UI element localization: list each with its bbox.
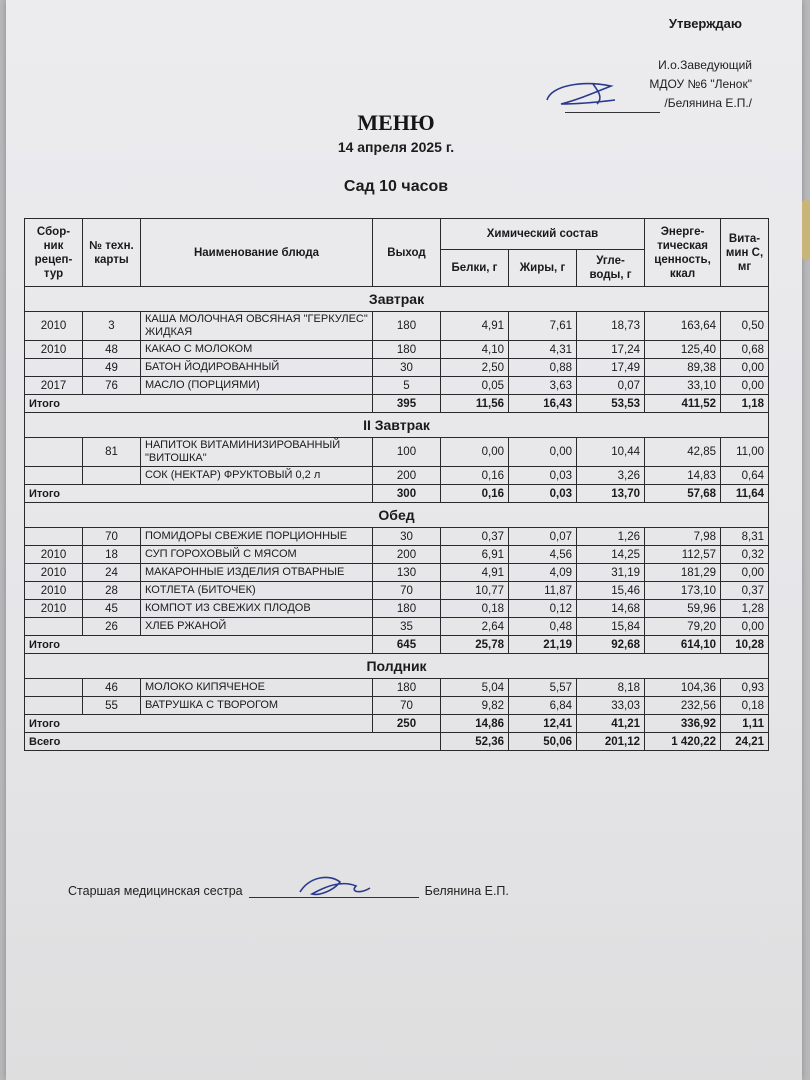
cell-energy: 173,10 (645, 582, 721, 600)
grand-total-energy: 1 420,22 (645, 733, 721, 751)
col-energy: Энерге-тическая ценность, ккал (645, 219, 721, 287)
cell-energy: 104,36 (645, 679, 721, 697)
cell-vitc: 0,00 (721, 377, 769, 395)
cell-dish: СУП ГОРОХОВЫЙ С МЯСОМ (141, 546, 373, 564)
cell-collection: 2010 (25, 312, 83, 341)
cell-energy: 181,29 (645, 564, 721, 582)
total-label: Итого (25, 395, 373, 413)
section-row (25, 287, 769, 312)
cell-vitc: 0,18 (721, 697, 769, 715)
cell-collection (25, 618, 83, 636)
section-row (25, 503, 769, 528)
cell-yield: 35 (373, 618, 441, 636)
cell-protein: 0,05 (441, 377, 509, 395)
menu-subtitle: Сад 10 часов (343, 178, 449, 195)
table-row (25, 528, 769, 546)
cell-dish: МАСЛО (ПОРЦИЯМИ) (141, 377, 373, 395)
cell-dish: МАКАРОННЫЕ ИЗДЕЛИЯ ОТВАРНЫЕ (141, 564, 373, 582)
cell-carb: 17,49 (577, 359, 645, 377)
cell-card: 18 (83, 546, 141, 564)
grand-total-row (25, 733, 769, 751)
total-row (25, 395, 769, 413)
cell-protein: 5,04 (441, 679, 509, 697)
cell-fat: 0,12 (509, 600, 577, 618)
total-vitc: 11,64 (721, 485, 769, 503)
total-energy: 336,92 (645, 715, 721, 733)
paper-clip (802, 200, 810, 260)
cell-card (83, 467, 141, 485)
total-vitc: 1,11 (721, 715, 769, 733)
total-protein: 25,78 (441, 636, 509, 654)
cell-carb: 8,18 (577, 679, 645, 697)
page-title: МЕНЮ (357, 110, 435, 135)
total-fat: 21,19 (509, 636, 577, 654)
cell-carb: 14,68 (577, 600, 645, 618)
cell-protein: 2,64 (441, 618, 509, 636)
cell-carb: 15,46 (577, 582, 645, 600)
table-row (25, 341, 769, 359)
cell-carb: 33,03 (577, 697, 645, 715)
cell-yield: 30 (373, 359, 441, 377)
section-row (25, 654, 769, 679)
total-energy: 411,52 (645, 395, 721, 413)
cell-fat: 7,61 (509, 312, 577, 341)
menu-date: 14 апреля 2025 г. (337, 139, 455, 155)
cell-vitc: 8,31 (721, 528, 769, 546)
cell-vitc: 0,68 (721, 341, 769, 359)
table-row (25, 546, 769, 564)
cell-collection: 2010 (25, 341, 83, 359)
cell-yield: 5 (373, 377, 441, 395)
col-card: № техн. карты (83, 219, 141, 287)
cell-collection: 2010 (25, 546, 83, 564)
cell-vitc: 0,00 (721, 564, 769, 582)
cell-card: 3 (83, 312, 141, 341)
grand-total-label: Всего (25, 733, 441, 751)
cell-collection (25, 697, 83, 715)
footer-name: Белянина Е.П. (424, 884, 509, 898)
cell-dish: БАТОН ЙОДИРОВАННЫЙ (141, 359, 373, 377)
cell-energy: 79,20 (645, 618, 721, 636)
menu-table (24, 218, 769, 751)
cell-card: 28 (83, 582, 141, 600)
total-carb: 13,70 (577, 485, 645, 503)
section-title: Завтрак (25, 287, 769, 312)
cell-energy: 14,83 (645, 467, 721, 485)
cell-protein: 9,82 (441, 697, 509, 715)
cell-vitc: 0,64 (721, 467, 769, 485)
cell-protein: 0,00 (441, 438, 509, 467)
cell-yield: 130 (373, 564, 441, 582)
cell-dish: КОТЛЕТА (БИТОЧЕК) (141, 582, 373, 600)
cell-carb: 17,24 (577, 341, 645, 359)
section-title: Полдник (25, 654, 769, 679)
cell-carb: 0,07 (577, 377, 645, 395)
cell-dish: СОК (НЕКТАР) ФРУКТОВЫЙ 0,2 л (141, 467, 373, 485)
footer-signature (68, 884, 509, 898)
col-carb: Угле-воды, г (577, 250, 645, 287)
approve-label: Утверждаю (668, 16, 742, 31)
total-row (25, 485, 769, 503)
cell-vitc: 0,00 (721, 618, 769, 636)
cell-energy: 112,57 (645, 546, 721, 564)
cell-energy: 125,40 (645, 341, 721, 359)
cell-collection: 2010 (25, 582, 83, 600)
total-energy: 57,68 (645, 485, 721, 503)
col-protein: Белки, г (441, 250, 509, 287)
total-protein: 11,56 (441, 395, 509, 413)
cell-protein: 10,77 (441, 582, 509, 600)
cell-yield: 180 (373, 312, 441, 341)
grand-total-protein: 52,36 (441, 733, 509, 751)
cell-protein: 4,91 (441, 564, 509, 582)
cell-vitc: 0,37 (721, 582, 769, 600)
signer-name: /Белянина Е.П./ (664, 96, 752, 110)
cell-collection: 2010 (25, 600, 83, 618)
cell-collection: 2017 (25, 377, 83, 395)
cell-fat: 4,31 (509, 341, 577, 359)
cell-collection (25, 467, 83, 485)
total-carb: 41,21 (577, 715, 645, 733)
cell-vitc: 1,28 (721, 600, 769, 618)
grand-total-carb: 201,12 (577, 733, 645, 751)
cell-carb: 1,26 (577, 528, 645, 546)
cell-card: 48 (83, 341, 141, 359)
cell-dish: КОМПОТ ИЗ СВЕЖИХ ПЛОДОВ (141, 600, 373, 618)
total-fat: 16,43 (509, 395, 577, 413)
approver-position: И.о.Заведующий (658, 58, 752, 72)
cell-vitc: 0,32 (721, 546, 769, 564)
col-yield: Выход (373, 219, 441, 287)
cell-yield: 100 (373, 438, 441, 467)
grand-total-fat: 50,06 (509, 733, 577, 751)
cell-card: 70 (83, 528, 141, 546)
cell-card: 24 (83, 564, 141, 582)
cell-protein: 0,18 (441, 600, 509, 618)
total-label: Итого (25, 715, 373, 733)
cell-yield: 180 (373, 679, 441, 697)
cell-yield: 200 (373, 546, 441, 564)
total-vitc: 1,18 (721, 395, 769, 413)
document-page (6, 0, 802, 1080)
cell-dish: КАКАО С МОЛОКОМ (141, 341, 373, 359)
cell-collection (25, 679, 83, 697)
cell-carb: 18,73 (577, 312, 645, 341)
cell-fat: 4,09 (509, 564, 577, 582)
total-fat: 12,41 (509, 715, 577, 733)
table-row (25, 564, 769, 582)
cell-yield: 30 (373, 528, 441, 546)
grand-total-vitc: 24,21 (721, 733, 769, 751)
table-row (25, 679, 769, 697)
table-row (25, 438, 769, 467)
cell-dish: КАША МОЛОЧНАЯ ОВСЯНАЯ "ГЕРКУЛЕС" ЖИДКАЯ (141, 312, 373, 341)
cell-protein: 6,91 (441, 546, 509, 564)
total-label: Итого (25, 485, 373, 503)
cell-card: 26 (83, 618, 141, 636)
cell-dish: НАПИТОК ВИТАМИНИЗИРОВАННЫЙ "ВИТОШКА" (141, 438, 373, 467)
cell-energy: 163,64 (645, 312, 721, 341)
total-yield: 395 (373, 395, 441, 413)
table-row (25, 697, 769, 715)
cell-yield: 70 (373, 582, 441, 600)
total-yield: 645 (373, 636, 441, 654)
total-fat: 0,03 (509, 485, 577, 503)
cell-yield: 200 (373, 467, 441, 485)
cell-card: 49 (83, 359, 141, 377)
cell-fat: 5,57 (509, 679, 577, 697)
cell-carb: 3,26 (577, 467, 645, 485)
section-title: Обед (25, 503, 769, 528)
cell-dish: ХЛЕБ РЖАНОЙ (141, 618, 373, 636)
cell-energy: 7,98 (645, 528, 721, 546)
cell-card: 76 (83, 377, 141, 395)
cell-card: 55 (83, 697, 141, 715)
cell-vitc: 11,00 (721, 438, 769, 467)
cell-yield: 180 (373, 600, 441, 618)
cell-fat: 0,00 (509, 438, 577, 467)
total-yield: 300 (373, 485, 441, 503)
cell-protein: 4,91 (441, 312, 509, 341)
total-energy: 614,10 (645, 636, 721, 654)
cell-carb: 31,19 (577, 564, 645, 582)
cell-fat: 0,07 (509, 528, 577, 546)
cell-vitc: 0,50 (721, 312, 769, 341)
total-vitc: 10,28 (721, 636, 769, 654)
table-row (25, 312, 769, 341)
table-row (25, 582, 769, 600)
cell-fat: 0,03 (509, 467, 577, 485)
col-chem: Химический состав (441, 219, 645, 250)
col-vitc: Вита-мин С, мг (721, 219, 769, 287)
cell-carb: 10,44 (577, 438, 645, 467)
cell-yield: 180 (373, 341, 441, 359)
total-row (25, 636, 769, 654)
table-row (25, 600, 769, 618)
cell-energy: 89,38 (645, 359, 721, 377)
cell-fat: 4,56 (509, 546, 577, 564)
col-fat: Жиры, г (509, 250, 577, 287)
signature-scribble-top (541, 74, 621, 114)
organization-name: МДОУ №6 "Ленок" (649, 77, 752, 91)
cell-card: 81 (83, 438, 141, 467)
cell-fat: 0,88 (509, 359, 577, 377)
cell-energy: 42,85 (645, 438, 721, 467)
table-row (25, 359, 769, 377)
signature-scribble-bottom (296, 868, 376, 904)
cell-yield: 70 (373, 697, 441, 715)
cell-protein: 0,37 (441, 528, 509, 546)
total-protein: 0,16 (441, 485, 509, 503)
menu-body (25, 287, 769, 751)
cell-energy: 59,96 (645, 600, 721, 618)
cell-vitc: 0,00 (721, 359, 769, 377)
cell-protein: 4,10 (441, 341, 509, 359)
cell-collection (25, 528, 83, 546)
cell-collection (25, 438, 83, 467)
table-row (25, 618, 769, 636)
cell-dish: МОЛОКО КИПЯЧЕНОЕ (141, 679, 373, 697)
table-row (25, 467, 769, 485)
table-row (25, 377, 769, 395)
cell-protein: 0,16 (441, 467, 509, 485)
col-collection: Сбор-ник рецеп-тур (25, 219, 83, 287)
cell-dish: ВАТРУШКА С ТВОРОГОМ (141, 697, 373, 715)
cell-collection (25, 359, 83, 377)
total-row (25, 715, 769, 733)
cell-fat: 0,48 (509, 618, 577, 636)
cell-energy: 33,10 (645, 377, 721, 395)
cell-collection: 2010 (25, 564, 83, 582)
cell-carb: 14,25 (577, 546, 645, 564)
cell-vitc: 0,93 (721, 679, 769, 697)
section-row (25, 413, 769, 438)
cell-fat: 6,84 (509, 697, 577, 715)
total-label: Итого (25, 636, 373, 654)
cell-fat: 11,87 (509, 582, 577, 600)
col-dish: Наименование блюда (141, 219, 373, 287)
cell-energy: 232,56 (645, 697, 721, 715)
total-yield: 250 (373, 715, 441, 733)
total-carb: 92,68 (577, 636, 645, 654)
section-title: II Завтрак (25, 413, 769, 438)
cell-card: 45 (83, 600, 141, 618)
cell-card: 46 (83, 679, 141, 697)
footer-role: Старшая медицинская сестра (68, 884, 243, 898)
cell-fat: 3,63 (509, 377, 577, 395)
cell-carb: 15,84 (577, 618, 645, 636)
total-carb: 53,53 (577, 395, 645, 413)
cell-protein: 2,50 (441, 359, 509, 377)
total-protein: 14,86 (441, 715, 509, 733)
cell-dish: ПОМИДОРЫ СВЕЖИЕ ПОРЦИОННЫЕ (141, 528, 373, 546)
